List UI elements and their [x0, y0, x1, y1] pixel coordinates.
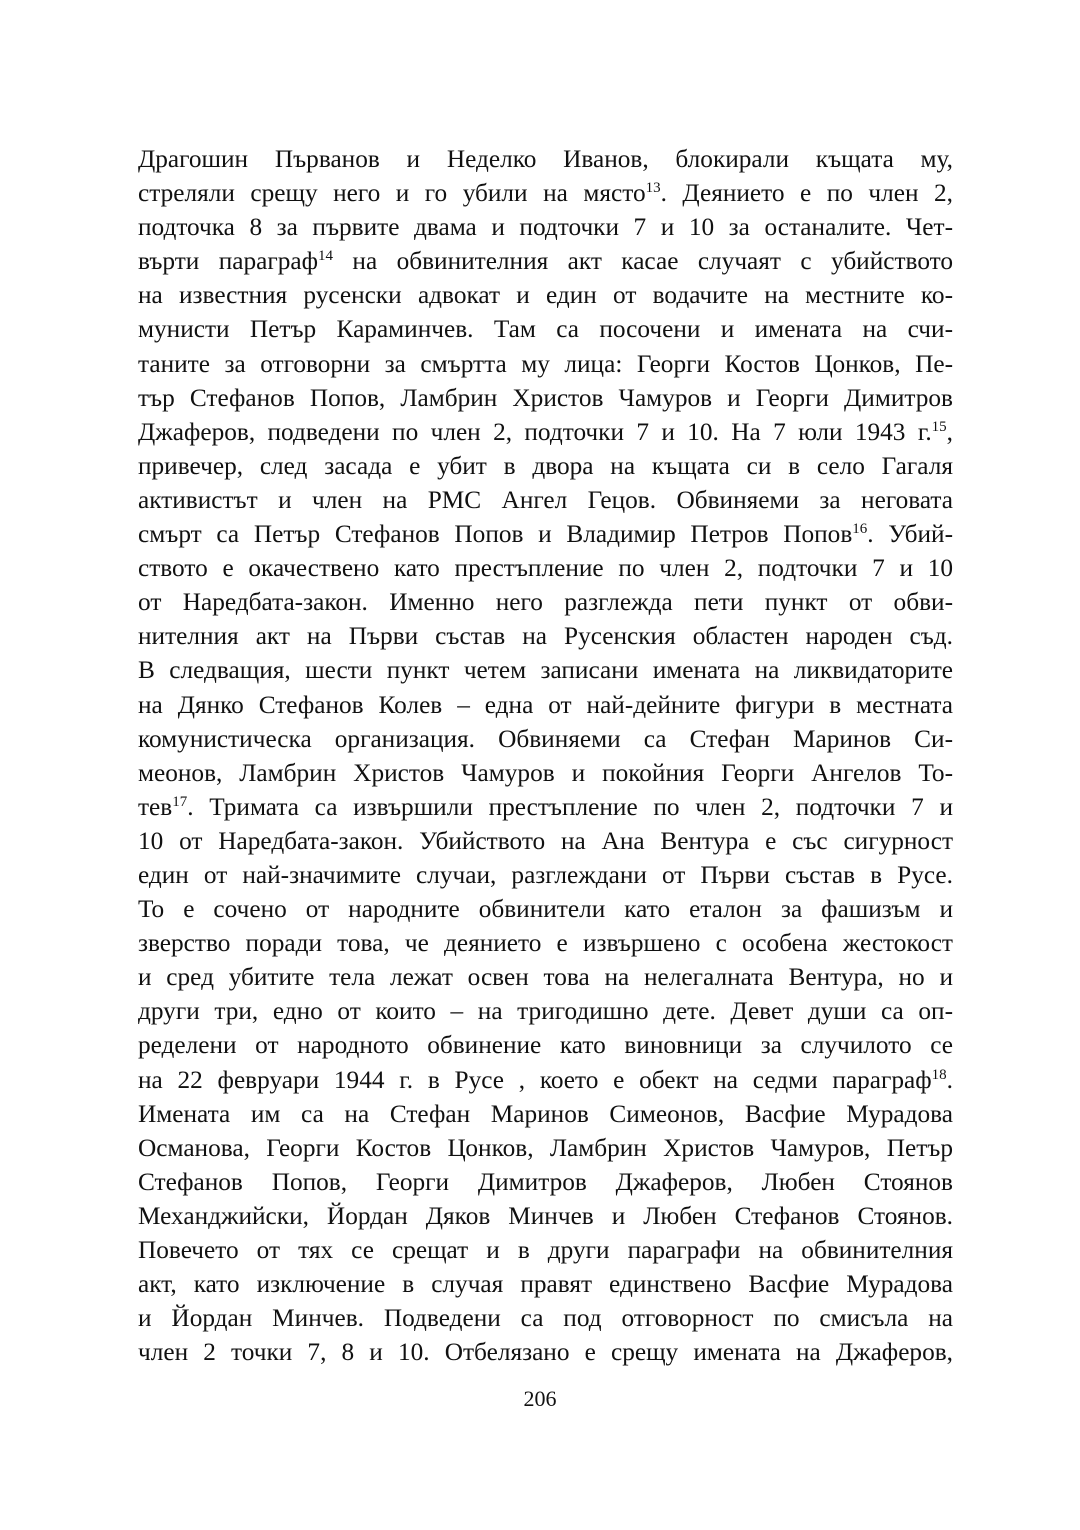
footnote-ref-18[interactable]: 18 [931, 1066, 947, 1083]
text-line: на известния русенски адвокат и един от водачите на местните ко- [138, 281, 953, 310]
text-line: мунисти Петър Караминчев. Там са посочени и имената на счи- [138, 315, 953, 344]
footnote-ref-13[interactable]: 13 [645, 180, 661, 197]
text-line: Османова, Георги Костов Цонков, Ламбрин Христов Чамуров, Петър [138, 1133, 953, 1162]
text-line: Драгошин Първанов и Неделко Иванов, блокирали къщата му, [138, 145, 953, 173]
text-line: Стефанов Попов, Георги Димитров Джаферов, Любен Стоянов [138, 1167, 953, 1196]
text-line: на 22 февруари 1944 г. в Русе , което е обект на седми параграф$^{18}$. [138, 1065, 953, 1094]
text-line: Имената им са на Стефан Маринов Симеонов, Васфие Мурадова [138, 1099, 953, 1128]
text-line: от Наредбата-закон. Именно него разглежда пети пункт от обви- [138, 588, 953, 617]
text-line: подточка 8 за първите двама и подточки 7 и 10 за останалите. Чет- [138, 213, 953, 242]
text-line: ределени от народното обвинение като виновници за случилото се [138, 1031, 953, 1060]
footnote-ref-14[interactable]: 14 [318, 248, 333, 265]
text-line: върти параграф$^{14}$ на обвинителния акт касае случаят с убийството [138, 247, 954, 276]
text-line: активистът и член на РМС Ангел Гецов. Обвиняеми за неговата [138, 485, 953, 514]
text-line: и сред убитите тела лежат освен това на нелегалната Вентура, но и [138, 963, 953, 992]
text-line: един от най-значимите случаи, разглеждани от Първи състав в Русе. [138, 860, 953, 889]
text-line: тев$^{17}$. Тримата са извършили престъпление по член 2, подточки 7 и [138, 792, 953, 821]
footnote-ref-17[interactable]: 17 [172, 793, 188, 810]
text-line: Джаферов, подведени по член 2, подточки 7 и 10. На 7 юли 1943 г.$^{15}$, [138, 417, 953, 446]
text-line: акт, като изключение в случая правят единствено Васфие Мурадова [138, 1270, 953, 1299]
text-line: 10 от Наредбата-закон. Убийството на Ана Вентура е със сигурност [138, 826, 953, 855]
footnote-ref-15[interactable]: 15 [931, 418, 947, 435]
text-line: тър Стефанов Попов, Ламбрин Христов Чамуров и Георги Димитров [138, 383, 953, 412]
text-line: други три, едно от които – на тригодишно дете. Девет души са оп- [138, 997, 953, 1026]
text-line: и Йордан Минчев. Подведени са под отговорност по смисъла на [138, 1304, 953, 1333]
text-line: зверство поради това, че деянието е извършено с особена жестокост [138, 929, 953, 958]
text-line: на Дянко Стефанов Колев – една от най-дейните фигури в местната [138, 690, 953, 719]
text-line: нителния акт на Първи състав на Русенския областен народен съд. [138, 622, 953, 651]
text-line: В следващия, шести пункт четем записани имената на ликвидаторите [138, 656, 953, 685]
body-text [138, 142, 953, 1369]
page-number: 206 [523, 1386, 557, 1411]
text-line: привечер, след засада е убит в двора на къщата си в село Гагаля [138, 451, 953, 480]
text-line: ството е окачествено като престъпление по член 2, подточки 7 и 10 [138, 554, 953, 583]
text-line: Повечето от тях се срещат и в други параграфи на обвинителния [138, 1236, 953, 1264]
text-line: меонов, Ламбрин Христов Чамуров и покойния Георги Ангелов То- [138, 758, 953, 787]
footnote-ref-16[interactable]: 16 [852, 521, 868, 538]
text-line: Механджийски, Йордан Дяков Минчев и Любен Стефанов Стоянов. [138, 1201, 953, 1230]
text-line: стреляли срещу него и го убили на място$^{13}$. Деянието е по член 2, [138, 179, 954, 208]
text-line: То е сочено от народните обвинители като еталон за фашизъм и [138, 895, 953, 924]
text-line: смърт са Петър Стефанов Попов и Владимир Петров Попов$^{16}$. Убий- [138, 520, 953, 549]
text-line: комунистическа организация. Обвиняеми са Стефан Маринов Си- [138, 724, 953, 753]
text-line: член 2 точки 7, 8 и 10. Отбелязано е срещу имената на Джаферов, [138, 1338, 953, 1367]
text-line: таните за отговорни за смъртта му лица: Георги Костов Цонков, Пе- [138, 349, 953, 378]
